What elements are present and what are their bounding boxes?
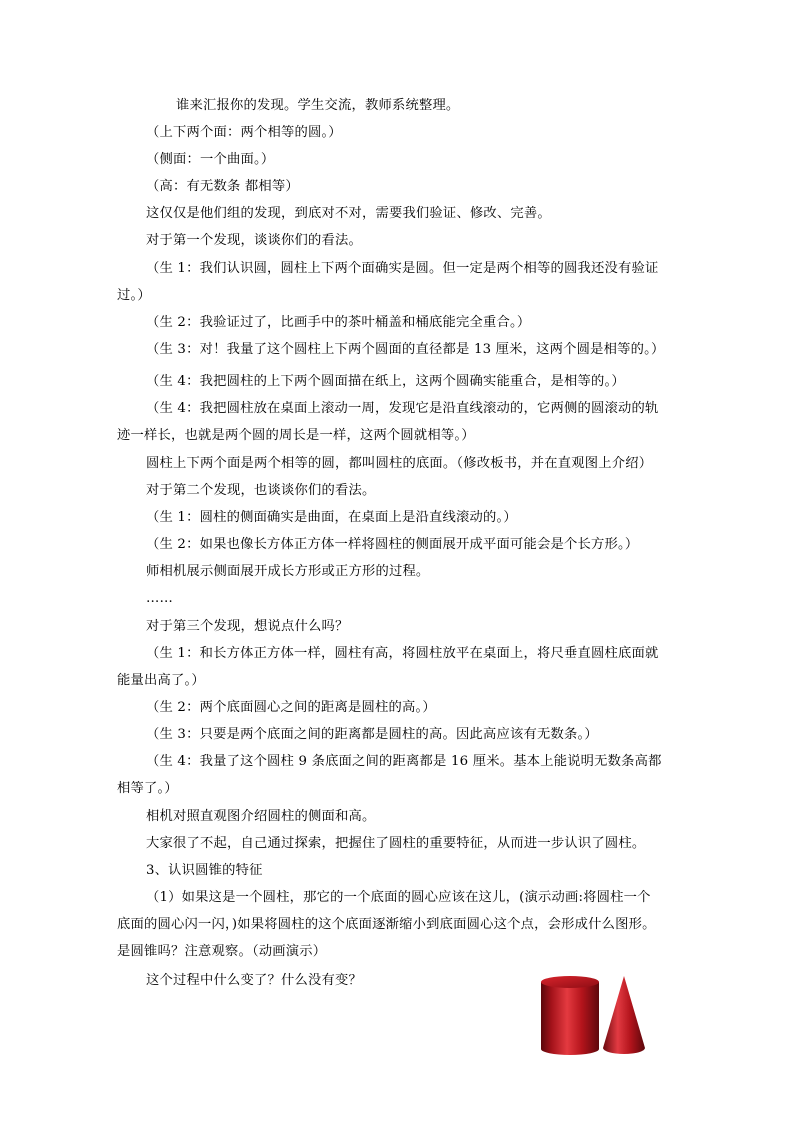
text-line: 对于第三个发现，想说点什么吗？ bbox=[146, 619, 349, 634]
text-line: 过。） bbox=[117, 288, 151, 303]
text-line: 迹一样长，也就是两个圆的周长是一样，这两个圆就相等。） bbox=[117, 428, 475, 443]
text-line: （1）如果这是一个圆柱，那它的一个底面的圆心应该在这儿，(演示动画:将圆柱一个 bbox=[146, 890, 651, 905]
text-line: （生 2：我验证过了，比画手中的茶叶桶盖和桶底能完全重合。） bbox=[146, 315, 531, 330]
text-line: （生 4：我把圆柱放在桌面上滚动一周，发现它是沿直线滚动的，它两侧的圆滚动的轨 bbox=[146, 401, 659, 416]
text-line: （生 1：和长方体正方体一样，圆柱有高，将圆柱放平在桌面上，将尺垂直圆柱底面就 bbox=[146, 646, 659, 661]
text-line: （生 2：如果也像长方体正方体一样将圆柱的侧面展开成平面可能会是个长方形。） bbox=[146, 537, 639, 552]
text-line: （上下两个面：两个相等的圆。） bbox=[146, 125, 342, 140]
text-line: 这个过程中什么变了？什么没有变？ bbox=[146, 973, 362, 988]
text-line: （侧面：一个曲面。） bbox=[146, 152, 275, 167]
text-line: 底面的圆心闪一闪，)如果将圆柱的这个底面逐渐缩小到底面圆心这个点，会形成什么图形。 bbox=[117, 917, 656, 932]
text-line: 能量出高了。） bbox=[117, 673, 205, 688]
cylinder-cone-figure bbox=[535, 972, 660, 1060]
text-line: （生 1：我们认识圆，圆柱上下两个面确实是圆。但一定是两个相等的圆我还没有验证 bbox=[146, 261, 659, 276]
text-line: 谁来汇报你的发现。学生交流，教师系统整理。 bbox=[176, 98, 460, 113]
text-line: （生 2：两个底面圆心之间的距离是圆柱的高。） bbox=[146, 700, 436, 715]
text-line: 对于第二个发现，也谈谈你们的看法。 bbox=[146, 483, 376, 498]
cylinder-shape bbox=[541, 976, 599, 1055]
text-line: 对于第一个发现，谈谈你们的看法。 bbox=[146, 233, 362, 248]
cone-shape bbox=[603, 976, 645, 1054]
text-line: （生 4：我把圆柱的上下两个圆面描在纸上，这两个圆确实能重合，是相等的。） bbox=[146, 374, 625, 389]
text-line: 相等了。） bbox=[117, 781, 178, 796]
text-line: （高：有无数条 都相等） bbox=[146, 179, 299, 194]
text-line: （生 3：对！我量了这个圆柱上下两个圆面的直径都是 13 厘米，这两个圆是相等的。） bbox=[146, 342, 665, 357]
text-line: …… bbox=[146, 591, 173, 606]
text-line: （生 4：我量了这个圆柱 9 条底面之间的距离都是 16 厘米。基本上能说明无数条高都 bbox=[146, 754, 662, 769]
text-line: （生 3：只要是两个底面之间的距离都是圆柱的高。因此高应该有无数条。） bbox=[146, 727, 598, 742]
text-line: 大家很了不起，自己通过探索，把握住了圆柱的重要特征，从而进一步认识了圆柱。 bbox=[146, 836, 646, 851]
text-line: 3、认识圆锥的特征 bbox=[146, 863, 263, 878]
text-line: 师相机展示侧面展开成长方形或正方形的过程。 bbox=[146, 564, 430, 579]
text-line: 这仅仅是他们组的发现，到底对不对，需要我们验证、修改、完善。 bbox=[146, 206, 551, 221]
text-line: （生 1：圆柱的侧面确实是曲面，在桌面上是沿直线滚动的。） bbox=[146, 510, 517, 525]
text-line: 圆柱上下两个面是两个相等的圆，都叫圆柱的底面。（修改板书，并在直观图上介绍） bbox=[146, 456, 653, 471]
text-line: 是圆锥吗？注意观察。（动画演示） bbox=[117, 944, 327, 959]
text-line: 相机对照直观图介绍圆柱的侧面和高。 bbox=[146, 809, 376, 824]
